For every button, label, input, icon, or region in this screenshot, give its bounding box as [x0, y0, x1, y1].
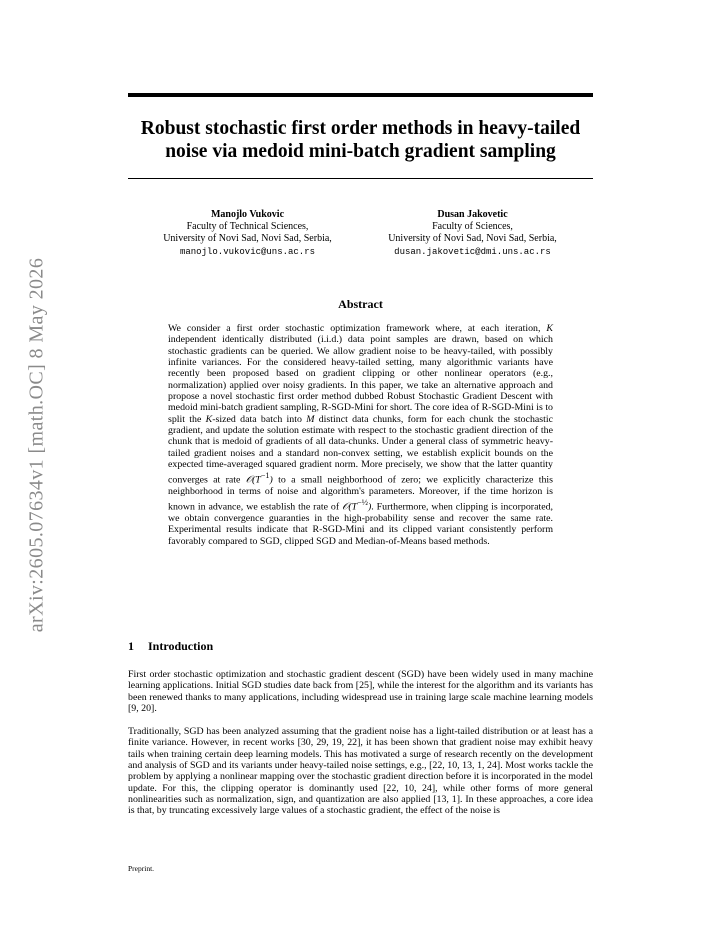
math-k: K — [205, 413, 213, 425]
body-paragraph: First order stochastic optimization and stochastic gradient descent (SGD) have been widely used in many machine learning applications. Initial SGD studies date back from [25], while the interest for the algorithm and its variants has been renewed thanks to many applications, including widespread use in training large scale machine learning models [9, 20]. — [128, 669, 593, 715]
abstract-text: . Furthermore, when clipping is incorporated, we obtain convergence guaranties in the high-probability sense and recover the same rate. Experimental results indicate that R-SGD-Mini and its clipped variant consistently perform favorably compared to SGD, clipped SGD and Median-of-Means based methods. — [168, 501, 553, 547]
author-name: Dusan Jakovetic — [437, 209, 508, 220]
arxiv-identifier[interactable]: arXiv:2605.07634v1 [math.OC] 8 May 2026 — [25, 257, 48, 633]
footer-note: Preprint. — [128, 864, 155, 873]
abstract-text: independent identically distributed (i.i.d.) data point samples are drawn, based on which stochastic gradients can be queried. We allow gradient noise to be heavy-tailed, with possibly infinite variances. For the considered heavy-tailed setting, many algorithmic variants have recently been proposed based on gradient clipping or other nonlinear operators (e.g., normalization) applied over noisy gradients. In this paper, we take an alternative approach and propose a novel stochastic first order method dubbed Robust Stochastic Gradient Descent with medoid mini-batch gradient sampling, R-SGD-Mini for short. The core idea of R-SGD-Mini is to split the — [168, 334, 553, 425]
author-block-2 — [365, 209, 580, 258]
author-email[interactable]: manojlo.vukovic@uns.ac.rs — [179, 246, 316, 257]
author-faculty: Faculty of Sciences, — [432, 221, 513, 233]
abstract-text: -sized data batch into — [212, 413, 307, 425]
author-block-1 — [140, 209, 355, 258]
section-number: 1 — [128, 639, 134, 653]
body-paragraph: Traditionally, SGD has been analyzed assuming that the gradient noise has a light-tailed distribution or at least has a finite variance. However, in recent works [30, 29, 19, 22], it has been shown that gradient noise may exhibit heavy tails when training certain deep learning models. This has motivated a surge of research recently on the development and analysis of SGD and its variants under heavy-tailed noise settings, e.g., [22, 10, 13, 1, 24]. Most works tackle the problem by applying a nonlinear mapping over the stochastic gradient direction before it is incorporated in the model update. For this, the clipping operator is dominantly used [22, 10, 24], while other forms of more general nonlinearities such as normalization, sign, and quantization are also applied [13, 1]. In these approaches, a core idea is that, by truncating excessively large values of a stochastic gradient, the effect of the noise is — [128, 726, 593, 817]
abstract-heading: Abstract — [338, 297, 383, 311]
arxiv-sidebar — [22, 240, 52, 650]
author-name: Manojlo Vukovic — [210, 209, 285, 220]
author-faculty: Faculty of Technical Sciences, — [186, 221, 309, 233]
math-m: M — [306, 413, 315, 425]
math-rate-close: ) — [367, 501, 372, 513]
math-rate: 𝒪(T — [342, 501, 358, 513]
paper-title: Robust stochastic first order methods in heavy-tailed noise via medoid mini-batch gradient sampling — [140, 118, 581, 162]
author-email[interactable]: dusan.jakovetic@dmi.uns.ac.rs — [394, 246, 551, 257]
math-exponent: −1 — [260, 471, 270, 481]
title-bottom-rule — [128, 178, 593, 179]
section-heading — [128, 639, 213, 654]
math-exponent: −½ — [357, 498, 368, 508]
section-title: Introduction — [148, 639, 214, 653]
author-university: University of Novi Sad, Novi Sad, Serbia, — [388, 233, 557, 245]
math-rate: 𝒪(T — [245, 474, 261, 486]
title-top-rule — [128, 93, 593, 97]
math-rate-close: ) — [269, 474, 273, 486]
abstract-text: to a small neighborhood of zero; we explicitly characterize this neighborhood in terms of noise and algorithm's parameters. Moreover, if the time horizon is known in advance, we establish the rate of — [168, 474, 553, 513]
author-university: University of Novi Sad, Novi Sad, Serbia, — [163, 233, 332, 245]
abstract-text: distinct data chunks, form for each chunk the stochastic gradient, and update the solution estimate with respect to the stochastic gradient direction of the chunk that is medoid of gradients of all data-chunks. Under a general class of symmetric heavy-tailed gradient noises and a standard non-convex setting, we establish explicit bounds on the expected time-averaged squared gradient norm. More precisely, we show that the latter quantity converges at rate — [168, 413, 553, 486]
math-k: K — [546, 323, 553, 334]
abstract-body — [168, 323, 553, 547]
abstract-text: We consider a first order stochastic optimization framework where, at each iteration, — [168, 323, 547, 334]
